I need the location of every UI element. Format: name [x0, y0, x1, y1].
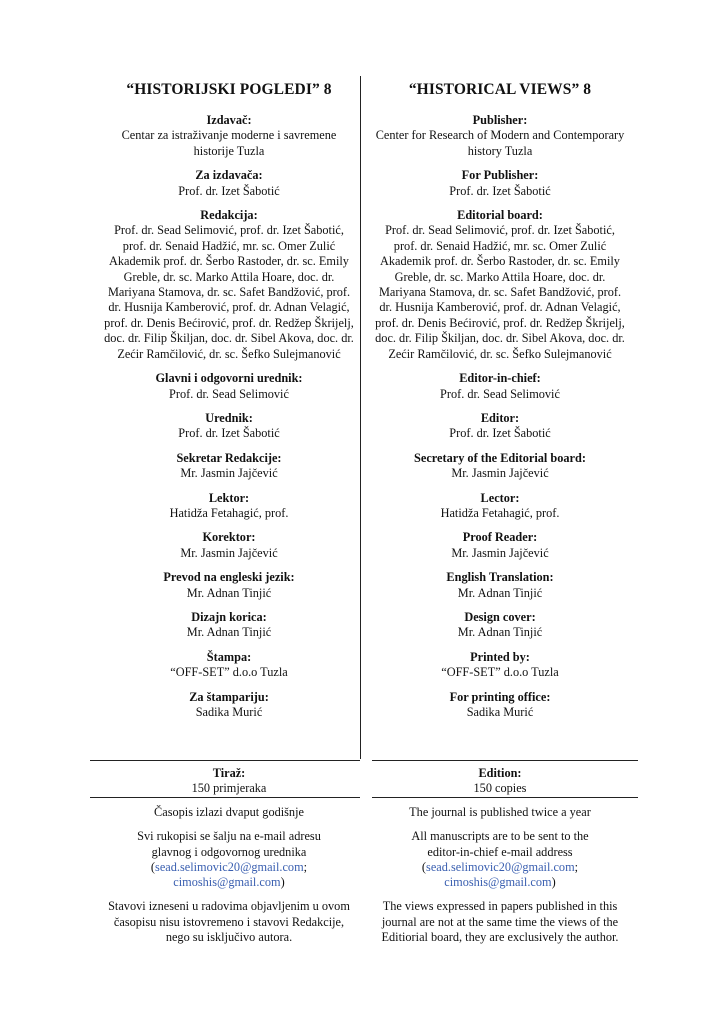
entry-editorial-board — [90, 208, 368, 362]
entry-publisher — [90, 113, 368, 159]
edition-value: 150 copies — [473, 781, 527, 795]
entry-label: Za štampariju: — [189, 689, 269, 704]
entry-label: Editor: — [480, 410, 520, 425]
entry-value: Mr. Adnan Tinjić — [186, 585, 272, 600]
entry-label: Lector: — [480, 490, 520, 505]
entry-label: English Translation: — [446, 570, 554, 585]
entry-value: Prof. dr. Izet Šabotić — [449, 183, 551, 198]
right-entries — [361, 113, 639, 729]
left-edition — [90, 766, 368, 796]
entry-value: Centar za istraživanje moderne i savremene historije Tuzla — [121, 128, 337, 158]
entry-value: Mr. Adnan Tinjić — [186, 625, 272, 640]
frequency-note: The journal is published twice a year — [409, 805, 591, 819]
entry-value: Center for Research of Modern and Contemporary history Tuzla — [375, 128, 625, 158]
email-block: (sead.selimovic20@gmail.com; cimoshis@gmail.com) — [421, 859, 579, 890]
edition-label: Tiraž: — [212, 766, 246, 780]
entry-label: Publisher: — [472, 113, 528, 127]
entry-editor-in-chief — [361, 371, 639, 402]
entry-label: Štampa: — [206, 649, 252, 664]
edition-top-rule-right — [372, 760, 638, 761]
entry-value: Prof. dr. Sead Selimović, prof. dr. Izet Šabotić, prof. dr. Senaid Hadžić, mr. sc. Omer Zulić Akademik prof. dr. Šerbo Rastoder, dr. sc. Emily Greble, dr. sc. Marko Attila Hoare, doc. dr. Mariyana Stamova, dr. sc. Safet Bandžović, prof. dr. Husnija Kamberović, prof. dr. Adnan Velagić, prof. dr. Denis Bećirović, prof. dr. Redžep Škrijelj, doc. dr. Filip Škiljan, doc. dr. Sibel Akova, doc. dr. Zećir Ramčilović, dr. sc. Šefko Sulejmanović — [375, 223, 625, 361]
entry-value: Mr. Jasmin Jajčević — [180, 466, 278, 481]
entry-value: Mr. Jasmin Jajčević — [180, 545, 278, 560]
entry-value: Prof. dr. Izet Šabotić — [178, 183, 280, 198]
left-notes — [90, 805, 368, 954]
entry-editor-in-chief — [90, 371, 368, 402]
entry-printing-office — [361, 690, 639, 721]
email-block: (sead.selimovic20@gmail.com; cimoshis@gmail.com) — [150, 859, 308, 890]
entry-value: Prof. dr. Sead Selimović — [440, 386, 560, 401]
entry-label: Redakcija: — [200, 208, 258, 223]
left-entries — [90, 113, 368, 729]
entry-value: Mr. Jasmin Jajčević — [451, 466, 549, 481]
entry-value: Hatidža Fetahagić, prof. — [440, 505, 560, 520]
entry-proof-reader — [90, 530, 368, 561]
entry-label: Editorial board: — [457, 208, 543, 223]
entry-label: Za izdavača: — [195, 168, 263, 183]
entry-label: Sekretar Redakcije: — [176, 450, 282, 465]
entry-value: Sadika Murić — [466, 705, 534, 719]
entry-value: Prof. dr. Sead Selimović, prof. dr. Izet Šabotić, prof. dr. Senaid Hadžić, mr. sc. Omer Zulić Akademik prof. dr. Šerbo Rastoder, dr. sc. Emily Greble, dr. sc. Marko Attila Hoare, doc. dr. Mariyana Stamova, dr. sc. Safet Bandžović, prof. dr. Husnija Kamberović, prof. dr. Adnan Velagić, prof. dr. Denis Bećirović, prof. dr. Redžep Škrijelj, doc. dr. Filip Škiljan, doc. dr. Sibel Akova, doc. dr. Zećir Ramčilović, dr. sc. Šefko Sulejmanović — [104, 223, 354, 361]
entry-lector — [90, 491, 368, 522]
entry-label: Lektor: — [208, 490, 250, 505]
submission-note: All manuscripts are to be sent to the editor-in-chief e-mail address — [411, 829, 589, 859]
entry-value: Mr. Adnan Tinjić — [457, 625, 543, 640]
entry-design-cover — [90, 610, 368, 641]
entry-label: Prevod na engleski jezik: — [163, 570, 295, 585]
entry-label: Design cover: — [464, 609, 536, 624]
entry-value: “OFF-SET” d.o.o Tuzla — [441, 665, 559, 680]
entry-label: Korektor: — [202, 530, 256, 545]
entry-printing-office — [90, 690, 368, 721]
edition-value: 150 primjeraka — [191, 781, 267, 795]
entry-value: Hatidža Fetahagić, prof. — [169, 505, 289, 520]
entry-editorial-board — [361, 208, 639, 362]
entry-label: Izdavač: — [206, 113, 252, 127]
entry-secretary — [361, 451, 639, 482]
entry-value: Prof. dr. Sead Selimović — [169, 386, 289, 401]
entry-label: Proof Reader: — [462, 530, 538, 545]
disclaimer-note: Stavovi izneseni u radovima objavljenim u ovom časopisu nisu istovremeno i stavovi Redakcije, nego su isključivo autora. — [108, 899, 350, 945]
entry-value: Sadika Murić — [195, 705, 263, 719]
entry-label: For Publisher: — [461, 168, 539, 183]
entry-value: Mr. Jasmin Jajčević — [451, 545, 549, 560]
submission-note: Svi rukopisi se šalju na e-mail adresu glavnog i odgovornog urednika — [137, 829, 321, 859]
edition-bottom-rule-left — [90, 797, 360, 798]
edition-top-rule-left — [90, 760, 360, 761]
entry-proof-reader — [361, 530, 639, 561]
entry-printed-by — [90, 650, 368, 681]
entry-label: Urednik: — [205, 410, 253, 425]
email-link[interactable]: sead.selimovic20@gmail.com — [155, 859, 304, 874]
left-title: “HISTORIJSKI POGLEDI” 8 — [126, 81, 332, 98]
edition-label: Edition: — [478, 766, 522, 780]
entry-lector — [361, 491, 639, 522]
entry-editor — [90, 411, 368, 442]
entry-translation — [90, 570, 368, 601]
entry-publisher — [361, 113, 639, 159]
email-link[interactable]: cimoshis@gmail.com — [444, 875, 552, 890]
entry-label: Glavni i odgovorni urednik: — [155, 371, 303, 386]
entry-value: Mr. Adnan Tinjić — [457, 585, 543, 600]
right-title: “HISTORICAL VIEWS” 8 — [408, 81, 592, 98]
entry-translation — [361, 570, 639, 601]
email-link[interactable]: sead.selimovic20@gmail.com — [426, 859, 575, 874]
entry-editor — [361, 411, 639, 442]
entry-label: Printed by: — [470, 649, 530, 664]
entry-label: For printing office: — [449, 689, 551, 704]
entry-for-publisher — [90, 168, 368, 199]
entry-printed-by — [361, 650, 639, 681]
entry-secretary — [90, 451, 368, 482]
right-edition — [361, 766, 639, 796]
entry-value: Prof. dr. Izet Šabotić — [449, 426, 551, 441]
entry-design-cover — [361, 610, 639, 641]
email-link[interactable]: cimoshis@gmail.com — [173, 875, 281, 890]
entry-label: Dizajn korica: — [191, 609, 267, 624]
entry-for-publisher — [361, 168, 639, 199]
entry-label: Secretary of the Editorial board: — [414, 450, 586, 465]
entry-label: Editor-in-chief: — [459, 371, 541, 386]
entry-value: Prof. dr. Izet Šabotić — [178, 426, 280, 441]
entry-value: “OFF-SET” d.o.o Tuzla — [170, 665, 288, 680]
disclaimer-note: The views expressed in papers published in this journal are not at the same time the views of the Editiorial board, they are exclusively the author. — [381, 899, 619, 945]
right-notes — [361, 805, 639, 954]
frequency-note: Časopis izlazi dvaput godišnje — [154, 805, 304, 819]
edition-bottom-rule-right — [372, 797, 638, 798]
